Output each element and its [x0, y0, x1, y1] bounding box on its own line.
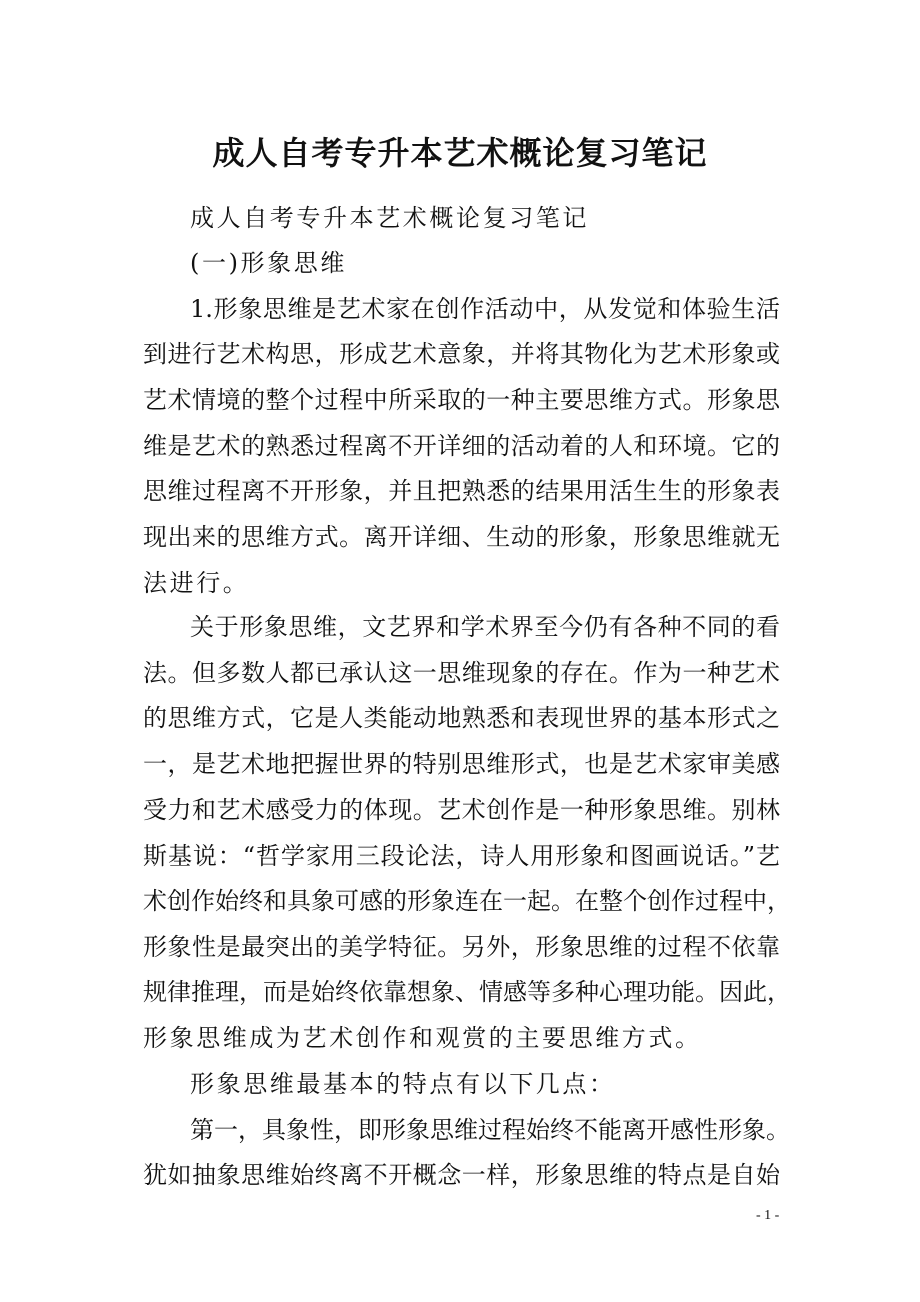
paragraph-line: 的思维方式，它是人类能动地熟悉和表现世界的基本形式之: [143, 704, 780, 732]
section-heading: (一)形象思维: [190, 249, 347, 277]
paragraph-line: 艺术情境的整个过程中所采取的一种主要思维方式。形象思: [143, 386, 780, 414]
paragraph-line: 形象思维最基本的特点有以下几点：: [190, 1070, 616, 1098]
paragraph-line: 第一，具象性，即形象思维过程始终不能离开感性形象。: [190, 1116, 790, 1144]
paragraph-line: 规律推理，而是始终依靠想象、情感等多种心理功能。因此，: [143, 978, 791, 1006]
paragraph-line: 法。但多数人都已承认这一思维现象的存在。作为一种艺术: [143, 659, 780, 687]
paragraph-line: 斯基说：“哲学家用三段论法，诗人用形象和图画说话。”艺: [143, 842, 780, 870]
paragraph-line: 现出来的思维方式。离开详细、生动的形象，形象思维就无: [143, 523, 780, 551]
paragraph-line: 形象思维成为艺术创作和观赏的主要思维方式。: [143, 1024, 702, 1052]
paragraph-line: 法进行。: [143, 569, 250, 597]
paragraph-line: 思维过程离不开形象，并且把熟悉的结果用活生生的形象表: [143, 477, 780, 505]
page-number: - 1 -: [756, 1208, 780, 1223]
paragraph-line: 到进行艺术构思，形成艺术意象，并将其物化为艺术形象或: [143, 340, 780, 368]
paragraph-line: 受力和艺术感受力的体现。艺术创作是一种形象思维。别林: [143, 796, 780, 824]
paragraph-line: 形象性是最突出的美学特征。另外，形象思维的过程不依靠: [143, 933, 780, 961]
paragraph-line: 关于形象思维，文艺界和学术界至今仍有各种不同的看: [190, 613, 780, 641]
paragraph-line: 维是艺术的熟悉过程离不开详细的活动着的人和环境。它的: [143, 432, 780, 460]
paragraph-line: 1.形象思维是艺术家在创作活动中，从发觉和体验生活: [190, 295, 780, 323]
document-title: 成人自考专升本艺术概论复习笔记: [212, 134, 708, 172]
paragraph-line: 术创作始终和具象可感的形象连在一起。在整个创作过程中，: [143, 887, 791, 915]
paragraph-line: 一，是艺术地把握世界的特别思维形式，也是艺术家审美感: [143, 750, 780, 778]
subtitle-line: 成人自考专升本艺术概论复习笔记: [190, 204, 589, 232]
paragraph-line: 犹如抽象思维始终离不开概念一样，形象思维的特点是自始: [143, 1161, 780, 1189]
